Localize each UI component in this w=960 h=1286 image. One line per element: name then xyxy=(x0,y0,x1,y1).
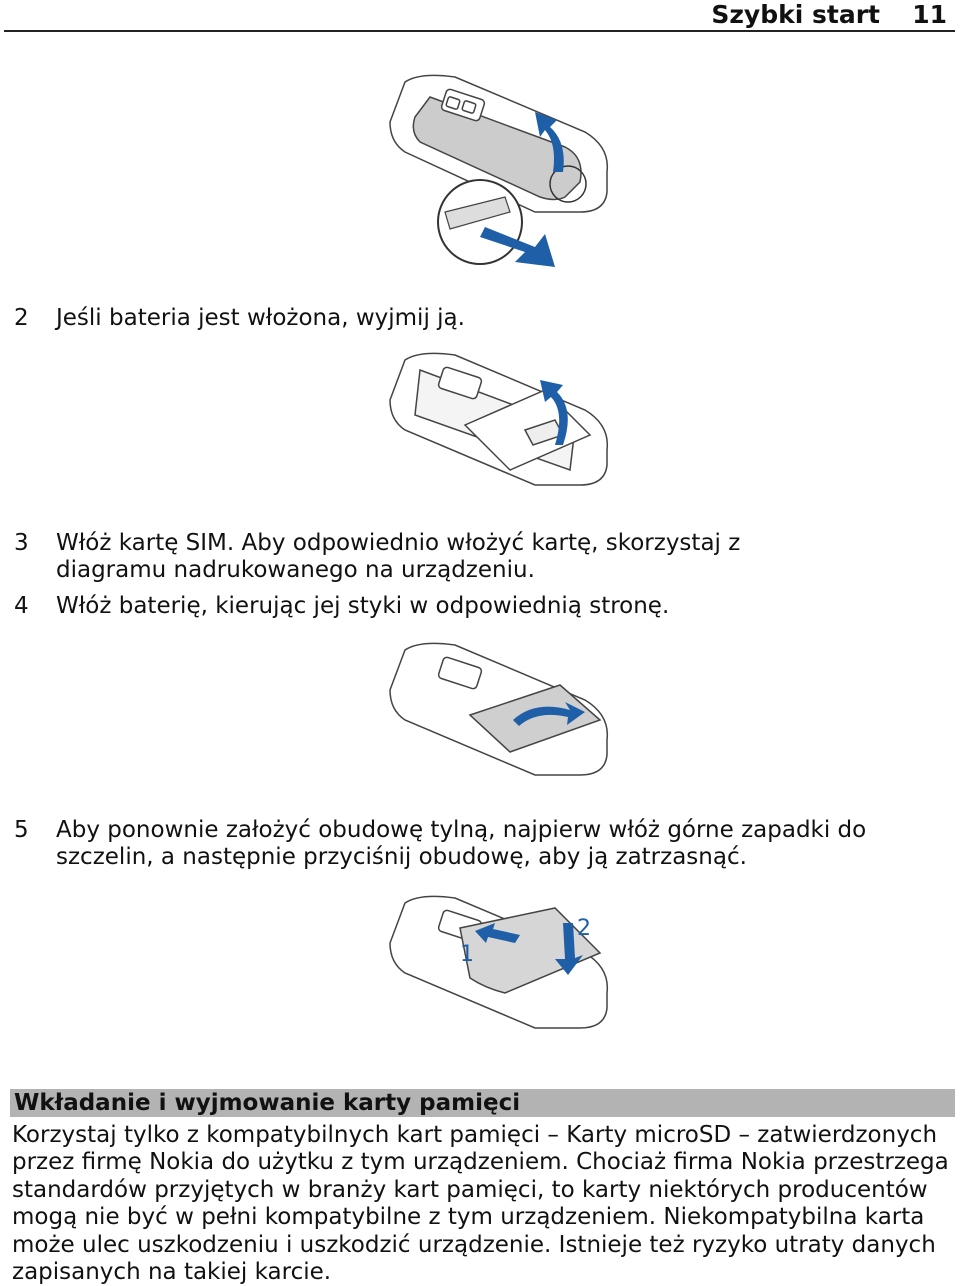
page-header xyxy=(4,0,955,32)
figure-remove-battery xyxy=(385,350,615,500)
step-text: Aby ponownie założyć obudowę tylną, najpierw włóż górne zapadki do szczelin, a następnie przyciśnij obudowę, aby ją zatrzasnąć. xyxy=(56,817,867,870)
step-number: 5 xyxy=(14,817,29,843)
page-number: 11 xyxy=(912,0,947,29)
section-paragraph: Korzystaj tylko z kompatybilnych kart pamięci – Karty microSD – zatwierdzonych przez firmę Nokia do użytku z tym urządzeniem. Chociaż firma Nokia przestrzega standardów przyjętych w branży kart pamięci, to karty niektórych producentów mogą nie być w pełni kompatybilne z tym urządzeniem. Niekompatybilna karta może ulec uszkodzeniu i uszkodzić urządzenie. Istnieje też ryzyko utraty danych zapisanych na takiej karcie. xyxy=(12,1122,949,1286)
step-text: Włóż kartę SIM. Aby odpowiednio włożyć kartę, skorzystaj z diagramu nadrukowanego na urządzeniu. xyxy=(56,530,741,583)
figure-replace-back-cover xyxy=(385,893,615,1043)
step-number: 2 xyxy=(14,305,29,331)
figure-label-1: 1 xyxy=(460,942,474,967)
section-title: Wkładanie i wyjmowanie karty pamięci xyxy=(14,1090,521,1116)
step-text: Włóż baterię, kierując jej styki w odpowiednią stronę. xyxy=(56,593,670,619)
figure-label-2: 2 xyxy=(577,916,591,941)
step-number: 4 xyxy=(14,593,29,619)
figure-remove-back-cover xyxy=(385,72,615,272)
step-text: Jeśli bateria jest włożona, wyjmij ją. xyxy=(56,305,465,331)
header-title: Szybki start xyxy=(711,0,880,29)
step-number: 3 xyxy=(14,530,29,556)
section-heading-bar xyxy=(10,1089,955,1117)
figure-insert-battery xyxy=(385,640,615,790)
